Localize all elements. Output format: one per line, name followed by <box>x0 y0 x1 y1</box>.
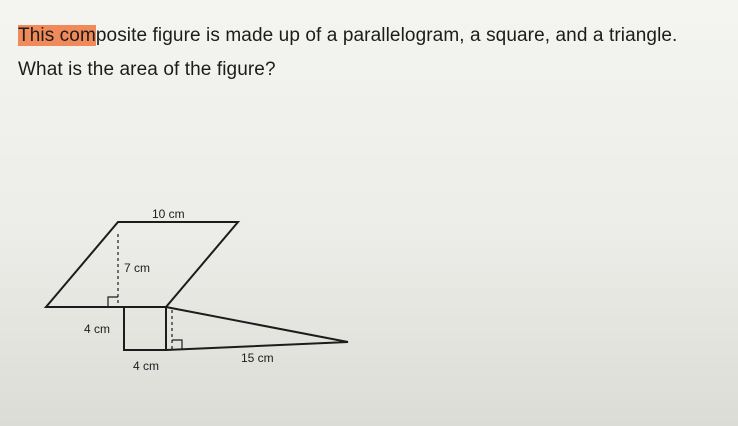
right-angle-marker-height <box>108 297 118 307</box>
label-bottom: 4 cm <box>133 359 160 373</box>
highlighted-text: This com <box>18 25 96 46</box>
label-height: 7 cm <box>124 261 151 275</box>
label-square-side: 4 cm <box>84 322 111 336</box>
question-line-2: What is the area of the figure? <box>18 59 276 80</box>
label-top: 10 cm <box>152 207 185 221</box>
square-shape <box>124 307 166 350</box>
triangle-shape <box>166 307 348 350</box>
question-line-1-rest: posite figure is made up of a parallelogram, a square, and a triangle. <box>95 25 678 46</box>
label-triangle-base: 15 cm <box>241 351 274 365</box>
